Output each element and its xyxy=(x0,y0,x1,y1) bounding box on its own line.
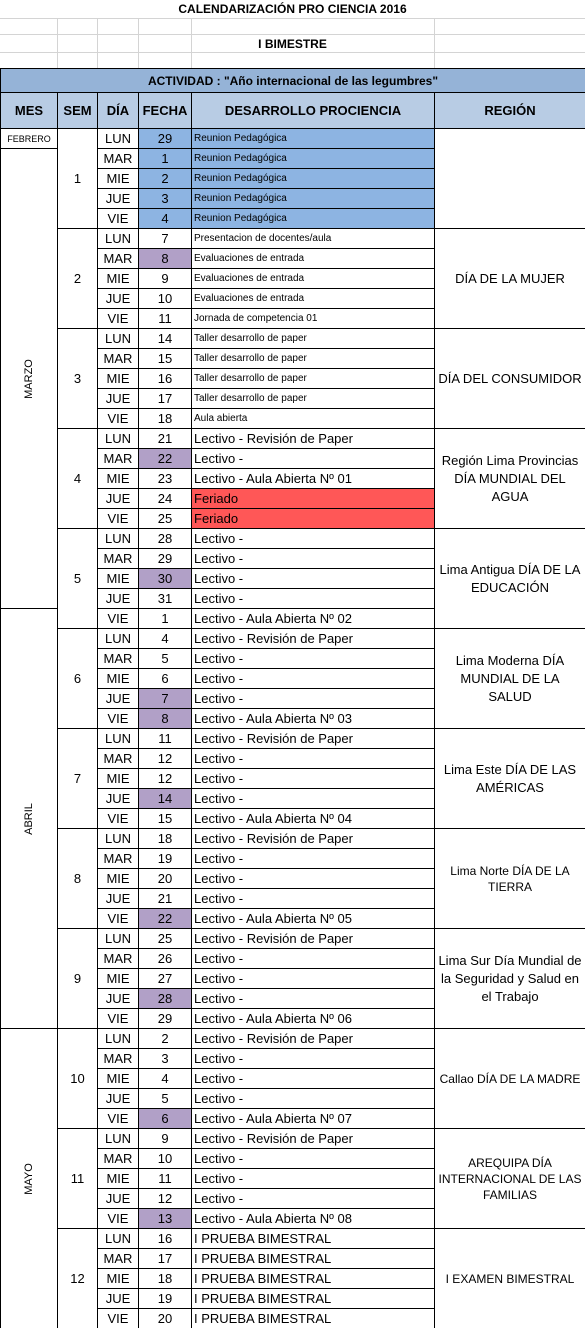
day-name: MIE xyxy=(98,1269,139,1289)
activity-description: Evaluaciones de entrada xyxy=(192,289,435,309)
activity-description: Lectivo - xyxy=(192,749,435,769)
date-cell: 19 xyxy=(139,849,192,869)
week-number: 11 xyxy=(58,1129,98,1229)
calendar-row xyxy=(1,1229,585,1249)
header-dia: DÍA xyxy=(98,93,139,129)
day-name: LUN xyxy=(98,1029,139,1049)
activity-description: Taller desarrollo de paper xyxy=(192,389,435,409)
bimestre-label: I BIMESTRE xyxy=(258,36,327,51)
region-cell: Región Lima Provincias DÍA MUNDIAL DEL AGUA xyxy=(435,429,585,529)
activity-description: Evaluaciones de entrada xyxy=(192,269,435,289)
day-name: LUN xyxy=(98,529,139,549)
day-name: LUN xyxy=(98,129,139,149)
day-name: JUE xyxy=(98,1089,139,1109)
week-number: 2 xyxy=(58,229,98,329)
date-cell: 15 xyxy=(139,349,192,369)
activity-description: Lectivo - Revisión de Paper xyxy=(192,1129,435,1149)
month-label: MAYO xyxy=(22,1162,35,1195)
day-name: JUE xyxy=(98,889,139,909)
header-sem: SEM xyxy=(58,93,98,129)
date-cell: 8 xyxy=(139,709,192,729)
header-fecha: FECHA xyxy=(139,93,192,129)
day-name: VIE xyxy=(98,609,139,629)
date-cell: 17 xyxy=(139,389,192,409)
day-name: LUN xyxy=(98,1129,139,1149)
activity-description: Lectivo - xyxy=(192,1149,435,1169)
activity-description: Feriado xyxy=(192,509,435,529)
date-cell: 11 xyxy=(139,309,192,329)
date-cell: 16 xyxy=(139,1229,192,1249)
date-cell: 12 xyxy=(139,1189,192,1209)
activity-description: Lectivo - xyxy=(192,989,435,1009)
date-cell: 14 xyxy=(139,789,192,809)
activity-description: Lectivo - Aula Abierta Nº 08 xyxy=(192,1209,435,1229)
week-number: 8 xyxy=(58,829,98,929)
activity-description: Lectivo - Revisión de Paper xyxy=(192,429,435,449)
week-number: 12 xyxy=(58,1229,98,1328)
date-cell: 25 xyxy=(139,509,192,529)
date-cell: 18 xyxy=(139,829,192,849)
date-cell: 5 xyxy=(139,649,192,669)
date-cell: 22 xyxy=(139,909,192,929)
day-name: JUE xyxy=(98,1289,139,1309)
date-cell: 27 xyxy=(139,969,192,989)
date-cell: 13 xyxy=(139,1209,192,1229)
date-cell: 12 xyxy=(139,769,192,789)
region-cell: Lima Norte DÍA DE LA TIERRA xyxy=(435,829,585,929)
date-cell: 3 xyxy=(139,189,192,209)
activity-description: I PRUEBA BIMESTRAL xyxy=(192,1309,435,1328)
day-name: MIE xyxy=(98,869,139,889)
activity-description: Lectivo - Revisión de Paper xyxy=(192,629,435,649)
day-name: MAR xyxy=(98,549,139,569)
header-desarrollo: DESARROLLO PROCIENCIA xyxy=(192,93,435,129)
calendar-row xyxy=(1,129,585,149)
day-name: MAR xyxy=(98,349,139,369)
day-name: MIE xyxy=(98,969,139,989)
header-region: REGIÓN xyxy=(435,93,585,129)
day-name: JUE xyxy=(98,589,139,609)
date-cell: 2 xyxy=(139,1029,192,1049)
week-number: 10 xyxy=(58,1029,98,1129)
activity-description: Reunion Pedagógica xyxy=(192,169,435,189)
day-name: MAR xyxy=(98,1049,139,1069)
day-name: MAR xyxy=(98,849,139,869)
calendar-row xyxy=(1,329,585,349)
activity-description: Reunion Pedagógica xyxy=(192,129,435,149)
day-name: MIE xyxy=(98,269,139,289)
date-cell: 6 xyxy=(139,669,192,689)
date-cell: 18 xyxy=(139,1269,192,1289)
activity-description: Lectivo - Revisión de Paper xyxy=(192,929,435,949)
day-name: MIE xyxy=(98,1069,139,1089)
activity-description: I PRUEBA BIMESTRAL xyxy=(192,1249,435,1269)
day-name: VIE xyxy=(98,709,139,729)
region-cell: I EXAMEN BIMESTRAL xyxy=(435,1229,585,1328)
day-name: MIE xyxy=(98,369,139,389)
day-name: LUN xyxy=(98,829,139,849)
activity-description: I PRUEBA BIMESTRAL xyxy=(192,1269,435,1289)
header-row xyxy=(1,93,585,129)
week-number: 7 xyxy=(58,729,98,829)
date-cell: 25 xyxy=(139,929,192,949)
date-cell: 24 xyxy=(139,489,192,509)
day-name: LUN xyxy=(98,629,139,649)
day-name: JUE xyxy=(98,189,139,209)
activity-description: Lectivo - xyxy=(192,1169,435,1189)
month-febrero xyxy=(1,129,58,149)
day-name: MAR xyxy=(98,749,139,769)
day-name: MIE xyxy=(98,669,139,689)
week-number: 3 xyxy=(58,329,98,429)
date-cell: 19 xyxy=(139,1289,192,1309)
activity-description: Lectivo - Revisión de Paper xyxy=(192,829,435,849)
activity-description: Lectivo - xyxy=(192,1189,435,1209)
region-cell xyxy=(435,129,585,229)
activity-description: Lectivo - xyxy=(192,889,435,909)
calendar-row xyxy=(1,929,585,949)
calendar-row xyxy=(1,1029,585,1049)
activity-description: Lectivo - xyxy=(192,449,435,469)
region-cell: Lima Sur Día Mundial de la Seguridad y Salud en el Trabajo xyxy=(435,929,585,1029)
date-cell: 15 xyxy=(139,809,192,829)
date-cell: 30 xyxy=(139,569,192,589)
activity-description: Lectivo - xyxy=(192,869,435,889)
date-cell: 1 xyxy=(139,149,192,169)
region-cell: Lima Antigua DÍA DE LA EDUCACIÓN xyxy=(435,529,585,629)
week-number: 9 xyxy=(58,929,98,1029)
day-name: VIE xyxy=(98,1109,139,1129)
day-name: LUN xyxy=(98,329,139,349)
month-mayo xyxy=(1,1029,58,1328)
activity-description: Reunion Pedagógica xyxy=(192,189,435,209)
activity-description: Reunion Pedagógica xyxy=(192,149,435,169)
activity-description: Lectivo - xyxy=(192,769,435,789)
day-name: JUE xyxy=(98,789,139,809)
calendar-row xyxy=(1,729,585,749)
date-cell: 21 xyxy=(139,889,192,909)
activity-banner: ACTIVIDAD : "Año internacional de las legumbres" xyxy=(1,69,585,93)
day-name: LUN xyxy=(98,229,139,249)
activity-description: Lectivo - xyxy=(192,949,435,969)
activity-description: Lectivo - xyxy=(192,689,435,709)
date-cell: 5 xyxy=(139,1089,192,1109)
calendar-row xyxy=(1,229,585,249)
header-mes: MES xyxy=(1,93,58,129)
activity-description: Lectivo - Aula Abierta Nº 04 xyxy=(192,809,435,829)
day-name: VIE xyxy=(98,1209,139,1229)
activity-description: Lectivo - xyxy=(192,1069,435,1089)
calendar-row xyxy=(1,829,585,849)
calendar-row xyxy=(1,629,585,649)
activity-description: Lectivo - xyxy=(192,549,435,569)
day-name: MAR xyxy=(98,249,139,269)
day-name: VIE xyxy=(98,1309,139,1328)
activity-description: Lectivo - xyxy=(192,669,435,689)
date-cell: 26 xyxy=(139,949,192,969)
day-name: JUE xyxy=(98,1189,139,1209)
day-name: JUE xyxy=(98,689,139,709)
activity-description: Lectivo - Aula Abierta Nº 07 xyxy=(192,1109,435,1129)
activity-description: Lectivo - Revisión de Paper xyxy=(192,1029,435,1049)
activity-description: Aula abierta xyxy=(192,409,435,429)
month-label: MARZO xyxy=(22,358,35,399)
activity-description: Lectivo - xyxy=(192,529,435,549)
day-name: VIE xyxy=(98,409,139,429)
activity-description: Lectivo - xyxy=(192,1049,435,1069)
activity-description: Lectivo - xyxy=(192,1089,435,1109)
calendar-row xyxy=(1,529,585,549)
day-name: LUN xyxy=(98,729,139,749)
activity-description: Feriado xyxy=(192,489,435,509)
date-cell: 23 xyxy=(139,469,192,489)
date-cell: 31 xyxy=(139,589,192,609)
activity-description: Lectivo - Revisión de Paper xyxy=(192,729,435,749)
day-name: VIE xyxy=(98,309,139,329)
day-name: MAR xyxy=(98,1149,139,1169)
date-cell: 21 xyxy=(139,429,192,449)
calendar-row xyxy=(1,1129,585,1149)
activity-description: Taller desarrollo de paper xyxy=(192,329,435,349)
date-cell: 14 xyxy=(139,329,192,349)
activity-description: Lectivo - xyxy=(192,649,435,669)
month-label: ABRIL xyxy=(22,802,35,835)
date-cell: 20 xyxy=(139,1309,192,1328)
week-number: 4 xyxy=(58,429,98,529)
date-cell: 9 xyxy=(139,1129,192,1149)
activity-description: Taller desarrollo de paper xyxy=(192,349,435,369)
date-cell: 10 xyxy=(139,289,192,309)
date-cell: 29 xyxy=(139,1009,192,1029)
date-cell: 12 xyxy=(139,749,192,769)
date-cell: 6 xyxy=(139,1109,192,1129)
activity-description: Taller desarrollo de paper xyxy=(192,369,435,389)
date-cell: 3 xyxy=(139,1049,192,1069)
activity-description: Presentacion de docentes/aula xyxy=(192,229,435,249)
day-name: LUN xyxy=(98,929,139,949)
activity-description: Lectivo - xyxy=(192,969,435,989)
week-number: 6 xyxy=(58,629,98,729)
day-name: LUN xyxy=(98,429,139,449)
day-name: VIE xyxy=(98,809,139,829)
activity-description: Lectivo - xyxy=(192,789,435,809)
date-cell: 11 xyxy=(139,729,192,749)
day-name: VIE xyxy=(98,209,139,229)
activity-description: Lectivo - Aula Abierta Nº 03 xyxy=(192,709,435,729)
activity-description: I PRUEBA BIMESTRAL xyxy=(192,1229,435,1249)
day-name: MIE xyxy=(98,1169,139,1189)
activity-description: Lectivo - xyxy=(192,589,435,609)
activity-description: Lectivo - Aula Abierta Nº 05 xyxy=(192,909,435,929)
day-name: MIE xyxy=(98,169,139,189)
activity-description: I PRUEBA BIMESTRAL xyxy=(192,1289,435,1309)
activity-description: Lectivo - Aula Abierta Nº 06 xyxy=(192,1009,435,1029)
date-cell: 4 xyxy=(139,629,192,649)
calendar-row xyxy=(1,429,585,449)
date-cell: 1 xyxy=(139,609,192,629)
activity-description: Lectivo - xyxy=(192,569,435,589)
region-cell: DÍA DE LA MUJER xyxy=(435,229,585,329)
date-cell: 7 xyxy=(139,229,192,249)
day-name: MAR xyxy=(98,1249,139,1269)
date-cell: 11 xyxy=(139,1169,192,1189)
day-name: VIE xyxy=(98,509,139,529)
activity-description: Lectivo - Aula Abierta Nº 02 xyxy=(192,609,435,629)
region-cell: Lima Moderna DÍA MUNDIAL DE LA SALUD xyxy=(435,629,585,729)
date-cell: 29 xyxy=(139,549,192,569)
day-name: MIE xyxy=(98,569,139,589)
date-cell: 17 xyxy=(139,1249,192,1269)
day-name: MIE xyxy=(98,469,139,489)
day-name: JUE xyxy=(98,489,139,509)
day-name: MAR xyxy=(98,149,139,169)
region-cell: AREQUIPA DÍA INTERNACIONAL DE LAS FAMILIAS xyxy=(435,1129,585,1229)
month-abril xyxy=(1,609,58,1029)
date-cell: 29 xyxy=(139,129,192,149)
date-cell: 2 xyxy=(139,169,192,189)
day-name: JUE xyxy=(98,989,139,1009)
date-cell: 28 xyxy=(139,989,192,1009)
week-number: 1 xyxy=(58,129,98,229)
month-label: FEBRERO xyxy=(7,133,51,144)
day-name: LUN xyxy=(98,1229,139,1249)
date-cell: 9 xyxy=(139,269,192,289)
date-cell: 7 xyxy=(139,689,192,709)
region-cell: Callao DÍA DE LA MADRE xyxy=(435,1029,585,1129)
day-name: VIE xyxy=(98,1009,139,1029)
calendar-title: CALENDARIZACIÓN PRO CIENCIA 2016 xyxy=(178,2,407,16)
date-cell: 18 xyxy=(139,409,192,429)
region-cell: DÍA DEL CONSUMIDOR xyxy=(435,329,585,429)
date-cell: 4 xyxy=(139,1069,192,1089)
day-name: MAR xyxy=(98,649,139,669)
date-cell: 22 xyxy=(139,449,192,469)
activity-description: Evaluaciones de entrada xyxy=(192,249,435,269)
day-name: MAR xyxy=(98,949,139,969)
day-name: JUE xyxy=(98,389,139,409)
date-cell: 4 xyxy=(139,209,192,229)
week-number: 5 xyxy=(58,529,98,629)
region-cell: Lima Este DÍA DE LAS AMÉRICAS xyxy=(435,729,585,829)
activity-description: Lectivo - xyxy=(192,849,435,869)
date-cell: 16 xyxy=(139,369,192,389)
day-name: MIE xyxy=(98,769,139,789)
date-cell: 8 xyxy=(139,249,192,269)
activity-description: Reunion Pedagógica xyxy=(192,209,435,229)
day-name: JUE xyxy=(98,289,139,309)
activity-description: Jornada de competencia 01 xyxy=(192,309,435,329)
activity-description: Lectivo - Aula Abierta Nº 01 xyxy=(192,469,435,489)
calendar-table xyxy=(0,68,585,1328)
date-cell: 20 xyxy=(139,869,192,889)
date-cell: 10 xyxy=(139,1149,192,1169)
day-name: MAR xyxy=(98,449,139,469)
date-cell: 28 xyxy=(139,529,192,549)
month-marzo xyxy=(1,149,58,609)
day-name: VIE xyxy=(98,909,139,929)
